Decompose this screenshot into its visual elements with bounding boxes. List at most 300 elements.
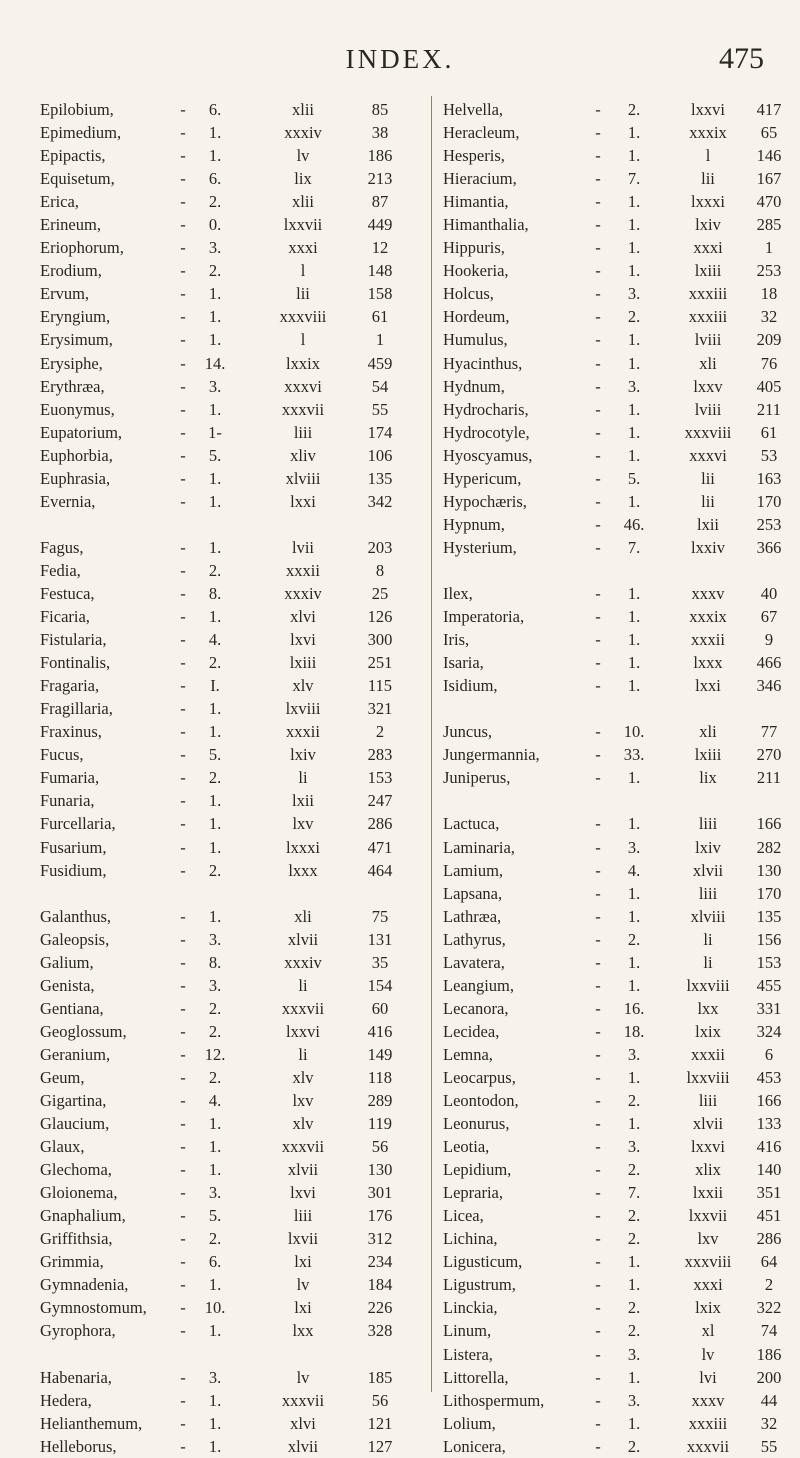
entry-plate: xli [699,722,717,742]
entry-num: 1. [208,699,222,719]
entry-dash: - [180,929,186,949]
entry-name: Glaucium, [40,1114,110,1134]
entry-page: 156 [756,929,782,949]
entry-name: Fusarium, [40,837,107,857]
entry-num: 3. [627,1344,641,1364]
entry-dash: - [595,1183,601,1203]
entry-plate: xxxiv [284,583,322,603]
entry-dash: - [595,169,601,189]
entry-plate: xlix [695,1160,721,1180]
entry-name: Erysimum, [40,330,113,350]
entry-page: 153 [367,768,393,788]
entry-page: 226 [367,1298,393,1318]
entry-num: 2. [627,1206,641,1226]
entry-plate: xxxvi [689,445,727,465]
entry-plate: xxxi [693,1275,723,1295]
entry-plate: lxiv [695,837,721,857]
entry-plate: lxxix [286,353,320,373]
index-entry [443,1089,782,1112]
entry-name: Geum, [40,1067,85,1087]
entry-name: Isidium, [443,676,498,696]
index-entry [443,98,782,121]
entry-name: Galium, [40,952,94,972]
index-entry [443,882,782,905]
entry-plate: lvii [291,537,314,557]
index-entry [40,259,435,282]
entry-num: 1. [627,975,641,995]
entry-num: 3. [627,284,641,304]
entry-plate: lxvii [287,1229,319,1249]
entry-dash: - [180,100,186,119]
section-gap [40,513,435,536]
index-column-right [443,98,782,1456]
entry-page: 209 [756,330,782,350]
entry-name: Hyoscyamus, [443,445,533,465]
entry-plate: lxiv [695,215,721,235]
entry-name: Helvella, [443,100,504,119]
entry-num: 1. [208,722,222,742]
entry-plate: lviii [694,399,722,419]
index-entry [40,98,435,121]
index-entry [40,305,435,328]
entry-num: 1. [208,837,222,857]
index-entry [443,812,782,835]
entry-plate: xlvi [290,1413,316,1433]
entry-name: Festuca, [40,583,95,603]
index-entry [40,743,435,766]
entry-page: 251 [367,653,393,673]
index-entry [40,582,435,605]
entry-name: Glaux, [40,1137,85,1157]
entry-name: Ligusticum, [443,1252,523,1272]
entry-plate: xxxii [286,722,320,742]
entry-plate: lii [701,468,715,488]
index-entry [443,743,782,766]
entry-dash: - [180,123,186,143]
entry-dash: - [595,514,601,534]
index-entry [443,1435,778,1458]
index-entry [443,328,782,351]
entry-dash: - [595,1367,601,1387]
entry-plate: xliv [290,445,316,465]
entry-name: Linum, [443,1321,492,1341]
entry-dash: - [180,791,186,811]
entry-page: 9 [764,630,774,650]
entry-plate: xl [701,1321,715,1341]
entry-plate: l [300,330,306,350]
entry-name: Erineum, [40,215,101,235]
entry-dash: - [180,1390,186,1410]
entry-page: 74 [760,1321,778,1341]
entry-name: Linckia, [443,1298,498,1318]
entry-page: 416 [367,1021,393,1041]
entry-num: 3. [208,238,222,258]
entry-dash: - [595,192,601,212]
entry-num: 1. [208,1137,222,1157]
entry-dash: - [180,998,186,1018]
entry-name: Equisetum, [40,169,115,189]
entry-plate: xli [699,353,717,373]
entry-page: 203 [367,537,393,557]
index-entry [40,1296,435,1319]
entry-plate: xlvii [287,929,319,949]
index-entry [443,1366,782,1389]
entry-dash: - [180,814,186,834]
entry-name: Erythræa, [40,376,105,396]
entry-num: 2. [208,860,222,880]
entry-plate: lxxviii [686,975,730,995]
entry-plate: xlii [291,192,314,212]
entry-page: 61 [760,422,778,442]
entry-dash: - [595,1436,601,1456]
entry-plate: lxxxi [691,192,725,212]
entry-page: 44 [760,1390,778,1410]
entry-dash: - [180,607,186,627]
entry-name: Lepraria, [443,1183,503,1203]
entry-dash: - [180,1160,186,1180]
entry-plate: xlvii [287,1436,319,1456]
entry-page: 61 [371,307,389,327]
index-entry [40,1412,435,1435]
index-entry [40,859,435,882]
entry-name: Hypochæris, [443,491,527,511]
index-entry [443,1273,774,1296]
entry-name: Eupatorium, [40,422,123,442]
entry-num: 1. [208,1114,222,1134]
entry-plate: lxxi [695,676,721,696]
entry-name: Listera, [443,1344,493,1364]
entry-dash: - [180,445,186,465]
entry-num: 1. [627,1114,641,1134]
entry-page: 2 [375,722,385,742]
entry-plate: xlvii [692,1114,724,1134]
entry-dash: - [180,952,186,972]
entry-num: 1. [627,1067,641,1087]
index-entry [40,213,435,236]
entry-name: Grimmia, [40,1252,104,1272]
entry-num: 1. [627,1275,641,1295]
entry-page: 455 [756,975,782,995]
index-entry [40,1273,435,1296]
index-entry [443,859,782,882]
entry-name: Hydrocharis, [443,399,529,419]
entry-name: Fontinalis, [40,653,111,673]
entry-page: 18 [760,284,778,304]
index-entry [40,121,435,144]
entry-page: 118 [367,1067,393,1087]
entry-dash: - [595,468,601,488]
entry-page: 253 [756,261,782,281]
entry-dash: - [180,468,186,488]
entry-page: 60 [371,998,389,1018]
entry-name: Lichina, [443,1229,498,1249]
entry-num: 2. [627,1160,641,1180]
entry-name: Juncus, [443,722,493,742]
entry-dash: - [595,860,601,880]
entry-num: 3. [208,929,222,949]
entry-page: 166 [756,814,782,834]
entry-num: 1. [208,399,222,419]
entry-dash: - [180,169,186,189]
entry-name: Lathræa, [443,906,502,926]
entry-num: 4. [627,860,641,880]
entry-page: 234 [367,1252,393,1272]
entry-num: 1. [208,284,222,304]
entry-num: 7. [627,169,641,189]
entry-plate: li [298,1044,308,1064]
entry-page: 166 [756,1091,782,1111]
entry-num: 18. [623,1021,645,1041]
entry-dash: - [180,1137,186,1157]
index-entry [443,490,782,513]
entry-plate: lxv [292,814,314,834]
entry-page: 247 [367,791,393,811]
index-entry [443,513,782,536]
entry-plate: lxiii [694,745,722,765]
entry-dash: - [180,1252,186,1272]
entry-plate: lxii [696,514,719,534]
entry-page: 75 [371,906,389,926]
entry-plate: l [300,261,306,281]
entry-name: Epilobium, [40,100,114,119]
entry-plate: lxx [697,998,719,1018]
entry-num: 7. [627,1183,641,1203]
index-entry [40,467,435,490]
entry-num: 2. [627,307,641,327]
index-entry [443,1412,778,1435]
entry-page: 321 [367,699,393,719]
entry-dash: - [180,330,186,350]
index-entry [40,674,435,697]
entry-name: Leontodon, [443,1091,519,1111]
entry-name: Licea, [443,1206,484,1226]
entry-dash: - [595,768,601,788]
entry-plate: xlv [292,676,314,696]
entry-page: 253 [756,514,782,534]
entry-name: Lemna, [443,1044,493,1064]
entry-page: 286 [756,1229,782,1249]
entry-num: 3. [627,376,641,396]
index-entry [40,236,435,259]
index-entry [40,1389,435,1412]
entry-name: Galeopsis, [40,929,110,949]
index-entry [40,282,435,305]
entry-num: 2. [627,1436,641,1456]
entry-dash: - [180,376,186,396]
entry-name: Hippuris, [443,238,505,258]
entry-dash: - [595,1298,601,1318]
entry-page: 459 [367,353,393,373]
entry-dash: - [180,583,186,603]
entry-plate: xli [294,906,312,926]
entry-plate: lvi [699,1367,717,1387]
entry-dash: - [180,560,186,580]
entry-page: 35 [371,952,389,972]
entry-name: Lepidium, [443,1160,512,1180]
entry-page: 148 [367,261,393,281]
entry-num: 5. [208,745,222,765]
entry-plate: xlv [292,1067,314,1087]
entry-page: 106 [367,445,393,465]
section-gap [443,789,768,812]
entry-page: 55 [371,399,389,419]
entry-num: 1. [627,445,641,465]
entry-dash: - [180,676,186,696]
index-entry [443,974,782,997]
entry-page: 121 [367,1413,393,1433]
entry-dash: - [595,1137,601,1157]
entry-page: 163 [756,468,782,488]
index-entry [443,1066,782,1089]
entry-name: Helleborus, [40,1436,117,1456]
entry-name: Juniperus, [443,768,511,788]
entry-plate: xxxvii [686,1436,730,1456]
entry-num: 1. [208,123,222,143]
entry-num: 2. [208,1021,222,1041]
entry-name: Humulus, [443,330,508,350]
index-entry [443,836,782,859]
entry-num: 2. [627,1229,641,1249]
entry-dash: - [595,1160,601,1180]
entry-page: 185 [367,1367,393,1387]
entry-name: Hyacinthus, [443,353,523,373]
entry-plate: xxxi [288,238,318,258]
index-entry [443,536,782,559]
index-entry [443,1343,782,1366]
entry-plate: xlvii [287,1160,319,1180]
entry-dash: - [595,1067,601,1087]
entry-name: Ervum, [40,284,90,304]
entry-dash: - [180,699,186,719]
entry-plate: xxxvii [281,1137,325,1157]
entry-name: Fraxinus, [40,722,102,742]
index-entry [443,467,782,490]
entry-num: 5. [627,468,641,488]
entry-page: 213 [367,169,393,189]
entry-num: 8. [208,952,222,972]
entry-dash: - [595,1021,601,1041]
entry-dash: - [595,975,601,995]
entry-page: 25 [371,583,389,603]
entry-page: 186 [756,1344,782,1364]
entry-dash: - [180,1021,186,1041]
entry-dash: - [180,284,186,304]
index-entry [443,766,782,789]
index-entry [40,836,435,859]
entry-page: 170 [756,491,782,511]
entry-page: 449 [367,215,393,235]
entry-name: Leangium, [443,975,515,995]
entry-dash: - [595,100,601,119]
entry-plate: lii [701,491,715,511]
entry-plate: liii [698,1091,718,1111]
entry-plate: lxxxi [286,837,320,857]
entry-plate: li [298,975,308,995]
entry-page: 64 [760,1252,778,1272]
entry-num: 1. [627,399,641,419]
index-entry [40,1319,435,1342]
entry-page: 149 [367,1044,393,1064]
entry-page: 55 [760,1436,778,1456]
entry-dash: - [180,238,186,258]
entry-name: Isaria, [443,653,484,673]
index-entry [40,697,435,720]
entry-plate: xxxiv [284,952,322,972]
entry-plate: lxxx [288,860,318,880]
entry-name: Holcus, [443,284,494,304]
entry-num: 2. [208,768,222,788]
entry-num: 1. [627,1367,641,1387]
index-entry [40,536,435,559]
entry-name: Lactuca, [443,814,500,834]
index-entry [40,720,435,743]
entry-name: Iris, [443,630,470,650]
entry-plate: lv [296,1367,310,1387]
entry-dash: - [595,676,601,696]
entry-plate: xlviii [690,906,726,926]
entry-dash: - [595,630,601,650]
entry-dash: - [595,330,601,350]
entry-num: 10. [623,722,645,742]
entry-plate: lxx [292,1321,314,1341]
entry-dash: - [595,399,601,419]
entry-plate: li [703,929,713,949]
entry-plate: li [703,952,713,972]
entry-page: 1 [764,238,774,258]
entry-name: Lecanora, [443,998,509,1018]
entry-dash: - [595,998,601,1018]
entry-page: 328 [367,1321,393,1341]
entry-num: 1. [208,1436,222,1456]
entry-num: 2. [627,929,641,949]
entry-name: Geoglossum, [40,1021,127,1041]
index-entry [443,628,774,651]
entry-dash: - [595,284,601,304]
entry-page: 135 [367,468,393,488]
entry-dash: - [180,353,186,373]
index-entry [443,444,778,467]
entry-plate: lxix [695,1298,721,1318]
entry-num: 1. [627,261,641,281]
entry-name: Fusidium, [40,860,107,880]
entry-page: 184 [367,1275,393,1295]
entry-name: Fistularia, [40,630,107,650]
entry-plate: xxxii [691,630,725,650]
index-entry [40,905,435,928]
index-entry [443,1204,782,1227]
entry-num: 1. [627,192,641,212]
index-entry [443,1296,782,1319]
entry-page: 53 [760,445,778,465]
entry-plate: lxiii [694,261,722,281]
index-entry [443,1020,782,1043]
entry-plate: lxiii [289,653,317,673]
entry-num: 1. [627,653,641,673]
entry-num: 1. [627,491,641,511]
entry-num: 2. [208,998,222,1018]
entry-plate: liii [698,883,718,903]
entry-page: 331 [756,998,782,1018]
entry-page: 405 [756,376,782,396]
entry-dash: - [180,1229,186,1249]
entry-dash: - [595,906,601,926]
entry-dash: - [180,215,186,235]
entry-name: Leocarpus, [443,1067,516,1087]
entry-page: 312 [367,1229,393,1249]
entry-num: 1. [627,146,641,166]
index-entry [443,674,782,697]
entry-num: 0. [208,215,222,235]
